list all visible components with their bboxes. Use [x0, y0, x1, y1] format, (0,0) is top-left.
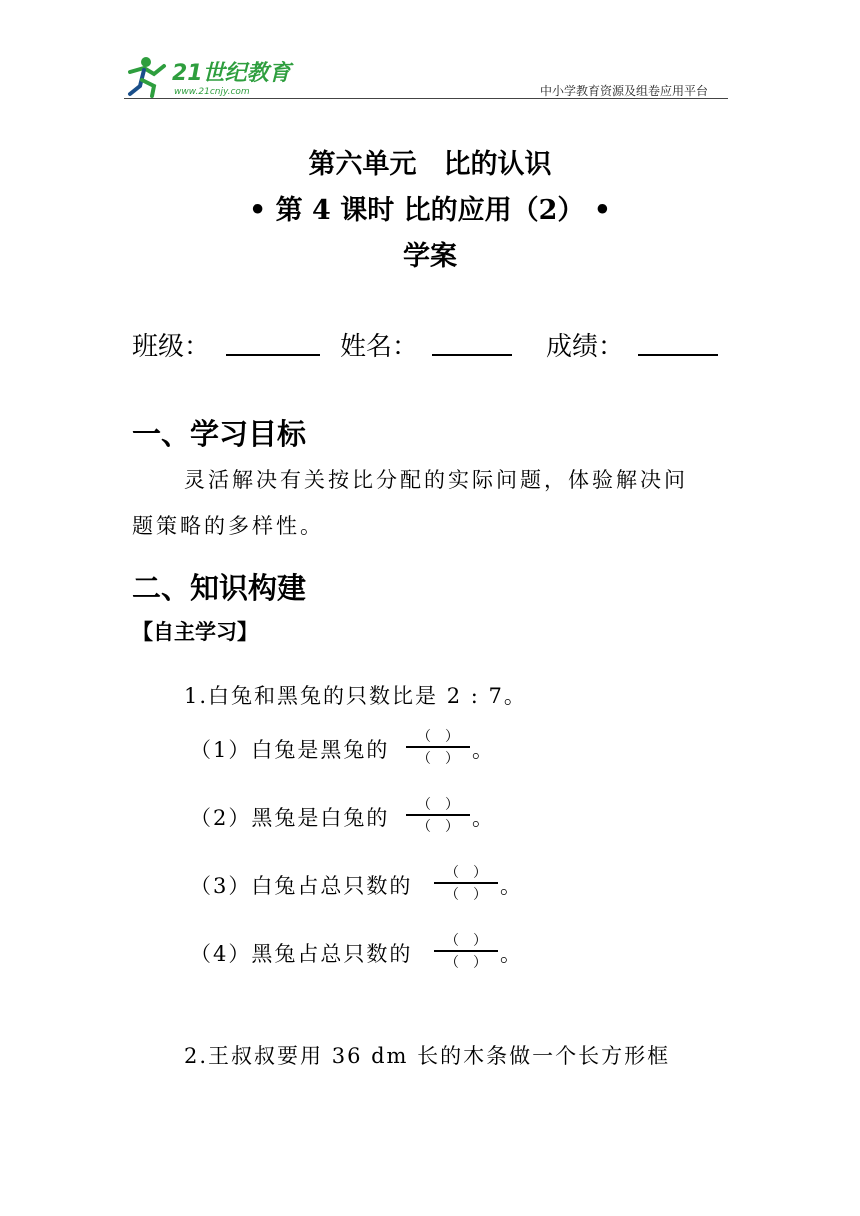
item-2-text: （2）黑兔是白兔的	[190, 806, 390, 830]
fraction-numerator: （ ）	[445, 933, 487, 949]
score-blank[interactable]	[638, 326, 718, 356]
fraction-numerator: （ ）	[445, 865, 487, 881]
item-1-text: （1）白兔是黑兔的	[190, 738, 390, 762]
section2-heading: 二、知识构建	[132, 571, 307, 605]
site-logo	[124, 52, 294, 98]
logo-main-text: 21世纪教育	[172, 61, 291, 86]
fraction-denominator: （ ）	[445, 955, 487, 971]
question-1: 1.白兔和黑兔的只数比是 2 : 7。	[184, 684, 527, 708]
platform-name: 中小学教育资源及组卷应用平台	[540, 84, 709, 98]
doc-type-title: 学案	[403, 241, 457, 272]
item-2-end: 。	[472, 806, 493, 830]
class-label: 班级：	[132, 332, 211, 362]
fraction-denominator: （ ）	[417, 819, 459, 835]
lesson-title: • 第 4 课时 比的应用（2） •	[248, 195, 612, 226]
unit-title: 第六单元 比的认识	[308, 149, 552, 180]
runner-logo-icon	[124, 52, 294, 98]
score-label: 成绩：	[546, 332, 625, 362]
fraction-numerator: （ ）	[417, 797, 459, 813]
item-4-end: 。	[500, 942, 521, 966]
section1-text-line2: 题策略的多样性。	[132, 514, 324, 538]
fraction-denominator: （ ）	[417, 751, 459, 767]
item-1-end: 。	[472, 738, 493, 762]
logo-url-text: www.21cnjy.com	[174, 87, 250, 97]
section1-text-line1: 灵活解决有关按比分配的实际问题，体验解决问	[184, 468, 688, 492]
item-4-text: （4）黑兔占总只数的	[190, 942, 413, 966]
name-blank[interactable]	[432, 326, 512, 356]
name-label: 姓名：	[340, 332, 419, 362]
header-divider	[124, 98, 728, 99]
fraction-numerator: （ ）	[417, 729, 459, 745]
question-2: 2.王叔叔要用 36 dm 长的木条做一个长方形框	[184, 1044, 671, 1068]
section1-heading: 一、学习目标	[132, 417, 307, 451]
class-blank[interactable]	[226, 326, 320, 356]
fraction-denominator: （ ）	[445, 887, 487, 903]
item-3-end: 。	[500, 874, 521, 898]
self-study-heading: 【自主学习】	[132, 619, 258, 644]
item-3-text: （3）白兔占总只数的	[190, 874, 413, 898]
